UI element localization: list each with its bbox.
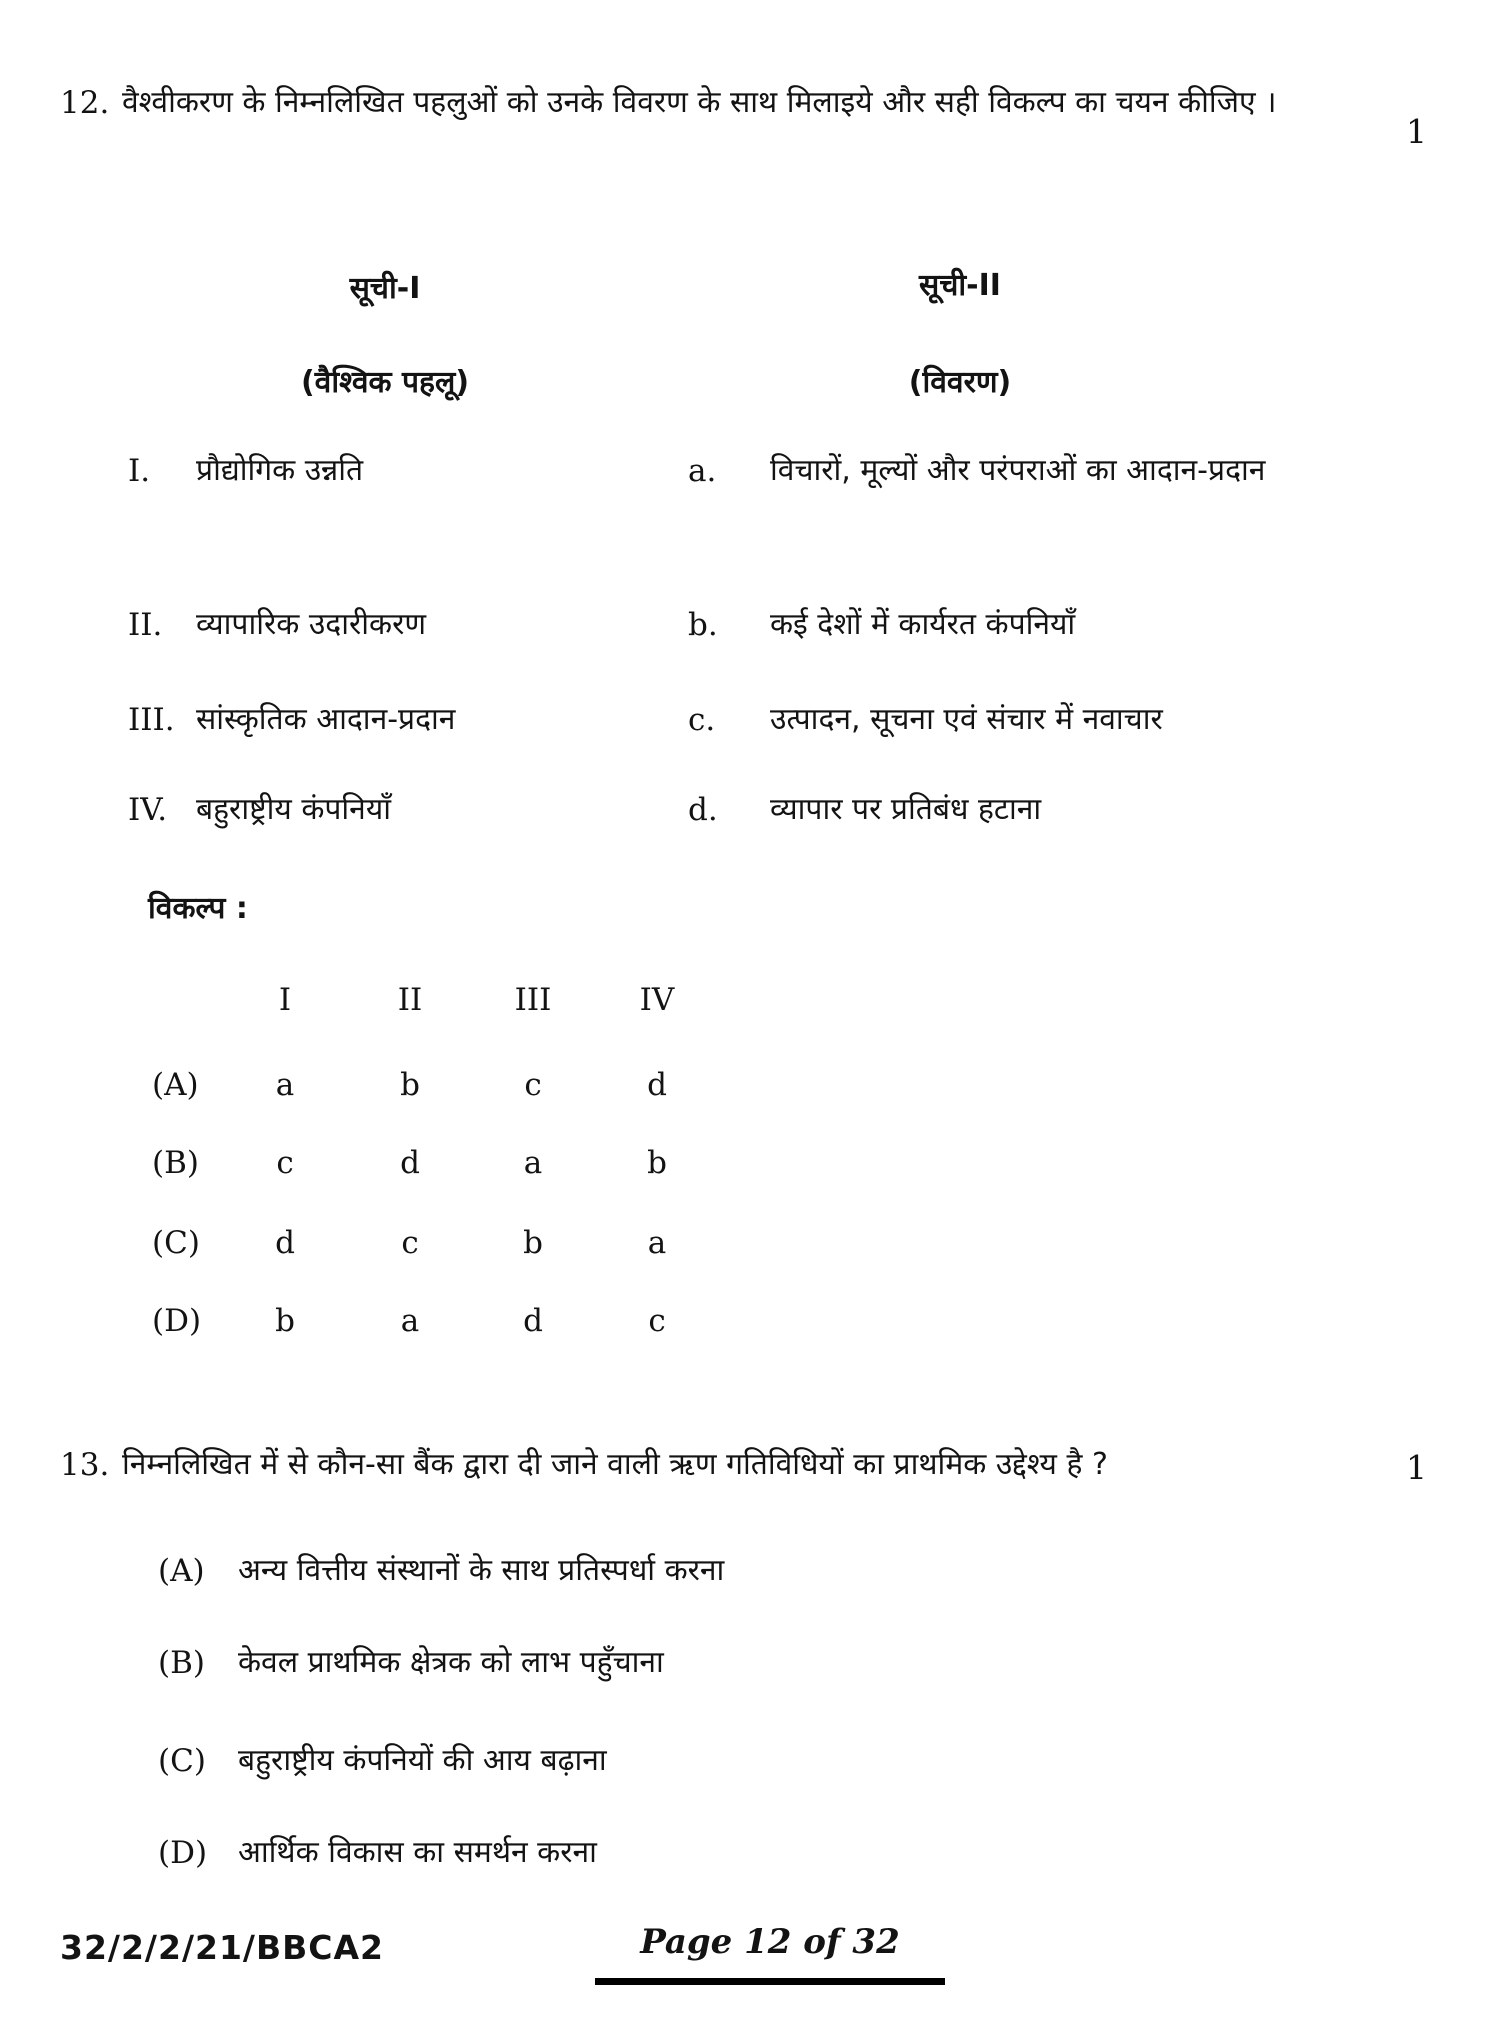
question-12-marks: 1 (1406, 112, 1427, 151)
match-row-2-right-text: कई देशों में कार्यरत कंपनियाँ (770, 607, 1076, 642)
list2-subtitle: (विवरण) (908, 365, 1012, 400)
match-row-4-right-text: व्यापार पर प्रतिबंध हटाना (770, 792, 1042, 827)
option-C-II: c (401, 1225, 419, 1261)
option-D-IV: c (648, 1303, 666, 1339)
option-A-I: a (275, 1067, 295, 1103)
question-12-number: 12. (60, 85, 110, 121)
match-row-3-left-numeral: III. (128, 702, 175, 738)
q13-option-B-text: केवल प्राथमिक क्षेत्रक को लाभ पहुँचाना (238, 1645, 664, 1680)
option-C-IV: a (647, 1225, 667, 1261)
q13-option-D-text: आर्थिक विकास का समर्थन करना (238, 1835, 597, 1870)
option-D-II: a (400, 1303, 420, 1339)
match-row-1-left-text: प्रौद्योगिक उन्नति (196, 453, 364, 488)
list1-subtitle: (वैश्विक पहलू) (300, 365, 470, 400)
question-13 (60, 1420, 1350, 1510)
match-row-3-right-text: उत्पादन, सूचना एवं संचार में नवाचार (770, 702, 1163, 737)
match-row-1-left-numeral: I. (128, 453, 151, 489)
options-header-IV: IV (639, 982, 675, 1018)
match-row-4-left-text: बहुराष्ट्रीय कंपनियाँ (196, 792, 391, 827)
match-row-2-right-letter: b. (688, 607, 718, 643)
match-row-2-left-text: व्यापारिक उदारीकरण (196, 607, 427, 642)
q13-option-A-label: (A) (158, 1553, 205, 1589)
options-header-II: II (397, 982, 423, 1018)
match-row-3-right-letter: c. (688, 702, 716, 738)
q13-option-B-label: (B) (158, 1645, 205, 1681)
question-12 (60, 58, 1350, 148)
option-A-III: c (524, 1067, 542, 1103)
options-header-III: III (514, 982, 552, 1018)
q13-option-A-text: अन्य वित्तीय संस्थानों के साथ प्रतिस्पर्धा करना (238, 1553, 725, 1588)
option-A-IV: d (647, 1067, 667, 1103)
match-row-4-left-numeral: IV. (128, 792, 168, 828)
option-C-III: b (523, 1225, 543, 1261)
option-C-label: (C) (152, 1225, 200, 1261)
options-label: विकल्प : (148, 891, 248, 926)
options-header-I: I (278, 982, 292, 1018)
option-row-D (0, 1282, 1505, 1360)
question-13-number: 13. (60, 1447, 110, 1483)
option-D-label: (D) (152, 1303, 202, 1339)
list2-title: सूची-II (919, 268, 1001, 303)
question-13-marks: 1 (1406, 1448, 1427, 1487)
option-B-III: a (523, 1145, 543, 1181)
q13-option-C-label: (C) (158, 1743, 206, 1779)
option-C-I: d (275, 1225, 295, 1261)
option-D-I: b (275, 1303, 295, 1339)
options-header-row (0, 961, 1505, 1039)
footer-paper-code: 32/2/2/21/BBCA2 (60, 1928, 385, 1967)
footer-page-number: Page 12 of 32 (595, 1922, 945, 1985)
question-13-text: निम्नलिखित में से कौन-सा बैंक द्वारा दी जाने वाली ऋण गतिविधियों का प्राथमिक उद्देश्य है ? (122, 1447, 1108, 1482)
option-row-A (0, 1046, 1505, 1124)
option-row-B (0, 1124, 1505, 1202)
q13-option-C-text: बहुराष्ट्रीय कंपनियों की आय बढ़ाना (238, 1743, 607, 1778)
option-row-C (0, 1204, 1505, 1282)
option-B-II: d (400, 1145, 420, 1181)
q13-option-D-label: (D) (158, 1835, 208, 1871)
question-12-text: वैश्वीकरण के निम्नलिखित पहलुओं को उनके विवरण के साथ मिलाइये और सही विकल्प का चयन कीजिए । (122, 85, 1277, 120)
option-B-I: c (276, 1145, 294, 1181)
match-row-1-right-text: विचारों, मूल्यों और परंपराओं का आदान-प्रदान (770, 453, 1266, 488)
match-row-1-right-letter: a. (688, 453, 717, 489)
option-B-label: (B) (152, 1145, 199, 1181)
match-row-3-left-text: सांस्कृतिक आदान-प्रदान (196, 702, 456, 737)
option-A-label: (A) (152, 1067, 199, 1103)
option-B-IV: b (647, 1145, 667, 1181)
option-D-III: d (523, 1303, 543, 1339)
option-A-II: b (400, 1067, 420, 1103)
match-row-2-left-numeral: II. (128, 607, 163, 643)
list1-title: सूची-I (349, 271, 421, 306)
match-row-4-right-letter: d. (688, 792, 718, 828)
